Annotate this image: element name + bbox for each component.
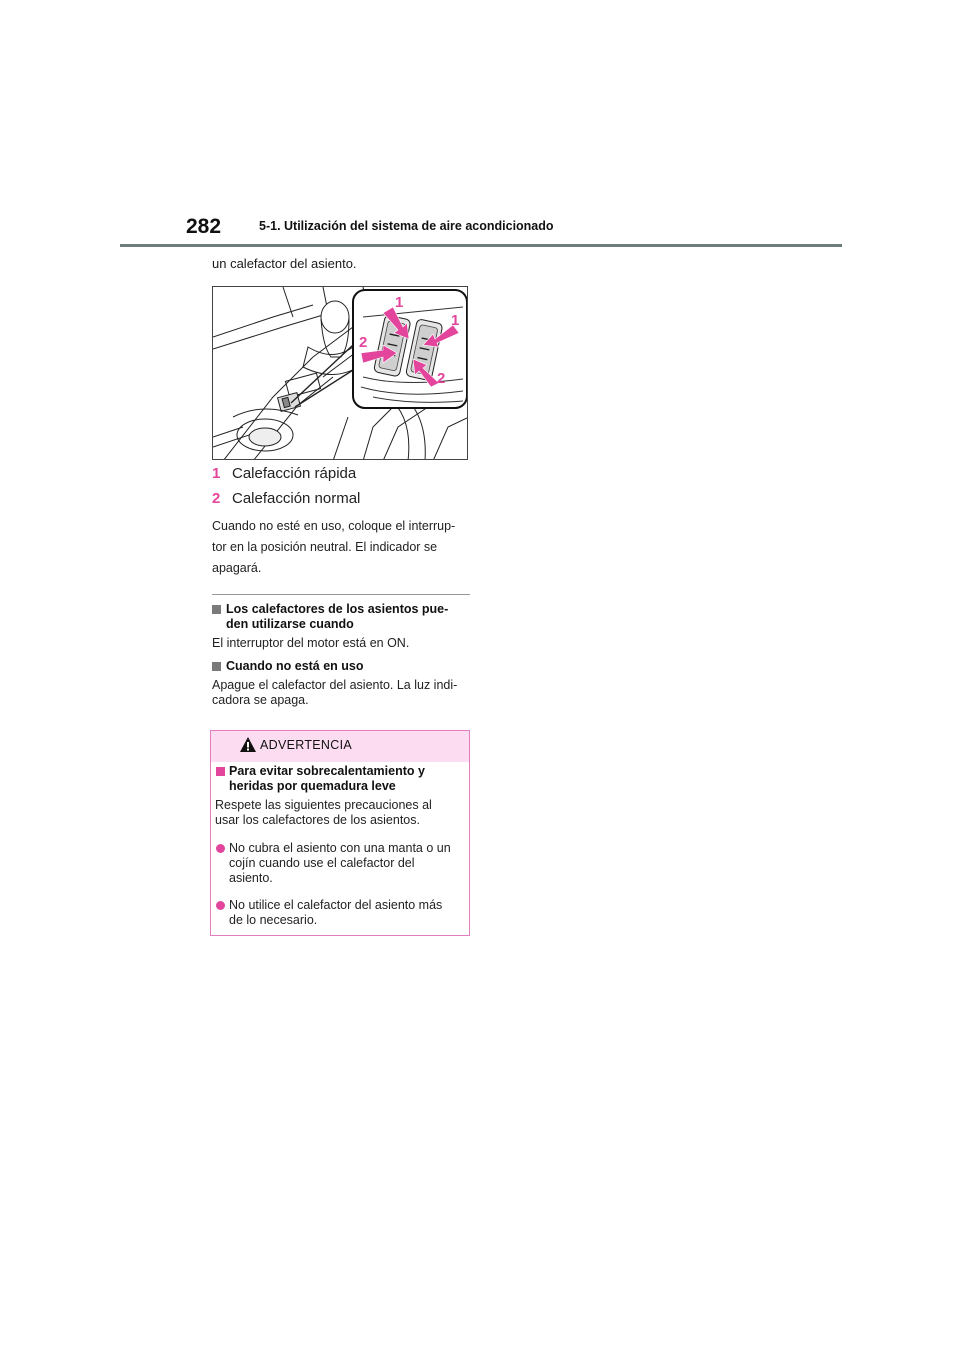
neutral-note-line: Cuando no esté en uso, coloque el interrup- xyxy=(212,519,456,533)
callout-2-bottom: 2 xyxy=(437,370,446,387)
neutral-note xyxy=(212,516,470,579)
section-title: 5-1. Utilización del sistema de aire acondicionado xyxy=(259,219,554,233)
warning-bullet-line: cojín cuando use el calefactor del xyxy=(229,856,415,870)
warning-bullet-line: de lo necesario. xyxy=(229,913,318,927)
warning-subtitle xyxy=(215,764,463,794)
console-drawing xyxy=(213,287,468,460)
warning-bullet xyxy=(215,898,463,928)
note-body-line: cadora se apaga. xyxy=(212,693,309,707)
note-heading xyxy=(212,602,470,632)
warning-subtitle-line: heridas por quemadura leve xyxy=(229,779,396,793)
legend-label: Calefacción rápida xyxy=(232,465,357,482)
warning-bullet xyxy=(215,841,463,886)
warning-subtitle-line: Para evitar sobrecalentamiento y xyxy=(229,764,425,778)
seat-heater-illustration xyxy=(212,286,468,460)
square-bullet-icon xyxy=(212,662,221,671)
intro-text: un calefactor del asiento. xyxy=(212,256,357,271)
square-bullet-icon xyxy=(212,605,221,614)
square-bullet-icon xyxy=(216,767,225,776)
callout-1-top: 1 xyxy=(395,294,404,311)
legend-item-fast xyxy=(212,465,470,482)
warning-intro-line: Respete las siguientes precauciones al xyxy=(215,798,432,812)
note-body xyxy=(212,678,470,708)
page-number: 282 xyxy=(186,215,222,238)
note-not-in-use xyxy=(212,659,470,708)
warning-box xyxy=(210,730,470,936)
note-body-line: Apague el calefactor del asiento. La luz indi- xyxy=(212,678,458,692)
neutral-note-line: apagará. xyxy=(212,561,262,575)
callout-2-left: 2 xyxy=(359,334,368,351)
warning-bullet-line: asiento. xyxy=(229,871,273,885)
callout-1-right: 1 xyxy=(451,312,460,329)
circle-bullet-icon xyxy=(216,901,225,910)
warning-bullet-line: No cubra el asiento con una manta o un xyxy=(229,841,451,855)
warning-intro-line: usar los calefactores de los asientos. xyxy=(215,813,420,827)
legend-label: Calefacción normal xyxy=(232,490,361,507)
warning-header xyxy=(211,731,469,762)
note-heading-line: den utilizarse cuando xyxy=(226,617,354,631)
neutral-note-line: tor en la posición neutral. El indicador se xyxy=(212,540,438,554)
note-heading xyxy=(212,659,470,674)
legend-item-normal xyxy=(212,490,470,507)
note-heading-line: Los calefactores de los asientos pue- xyxy=(226,602,449,616)
warning-title: ADVERTENCIA xyxy=(260,738,352,752)
warning-bullet-line: No utilice el calefactor del asiento más xyxy=(229,898,443,912)
note-usable-when xyxy=(212,602,470,651)
legend-number: 1 xyxy=(212,465,221,482)
header-rule xyxy=(120,244,842,247)
warning-intro xyxy=(215,798,463,828)
note-heading-line: Cuando no está en uso xyxy=(226,659,364,673)
warning-triangle-icon xyxy=(239,736,257,753)
note-body: El interruptor del motor está en ON. xyxy=(212,636,410,650)
legend-number: 2 xyxy=(212,490,221,507)
circle-bullet-icon xyxy=(216,844,225,853)
section-divider xyxy=(212,594,470,595)
